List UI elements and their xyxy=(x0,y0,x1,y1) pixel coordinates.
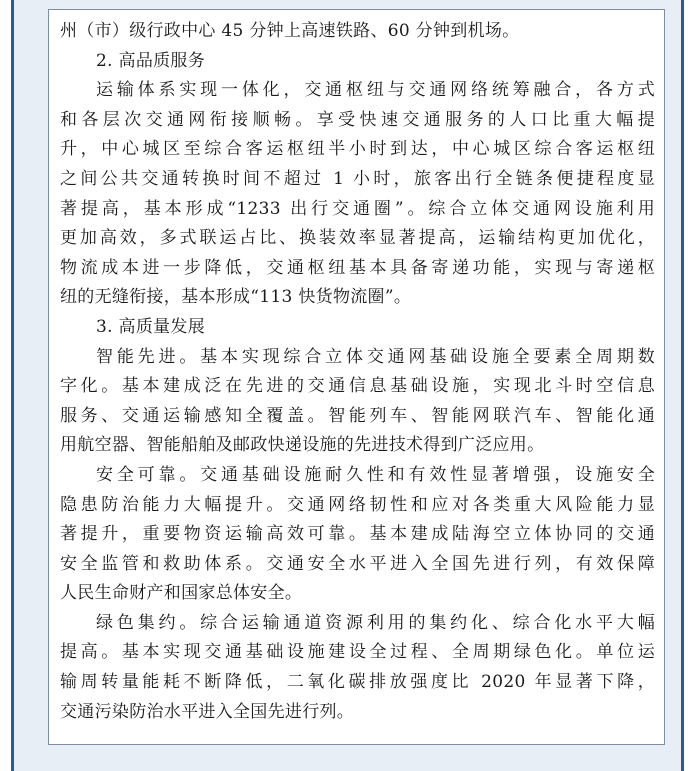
section-heading-high-quality-development: 3. 高质量发展 xyxy=(96,316,206,337)
text-line: 绿色集约。综合运输通道资源利用的集约化、综合化水平大幅 xyxy=(96,612,655,633)
text-line: 输周转量能耗不断降低，二氧化碳排放强度比 2020 年显著下降， xyxy=(60,672,655,693)
page-frame xyxy=(11,0,684,771)
text-line: 安全监管和救助体系。交通安全水平进入全国先进行列，有效保障 xyxy=(60,553,655,574)
text-line: 和各层次交通网衔接顺畅。享受快速交通服务的人口比重大幅提 xyxy=(60,109,655,130)
text-line: 州（市）级行政中心 45 分钟上高速铁路、60 分钟到机场。 xyxy=(60,21,520,41)
text-line: 著提高，基本形成“1233 出行交通圈”。综合立体交通网设施利用 xyxy=(60,198,655,219)
text-line: 纽的无缝衔接，基本形成“113 快货物流圈”。 xyxy=(60,287,412,308)
text-line: 人民生命财产和国家总体安全。 xyxy=(60,583,303,604)
text-line: 提高。基本实现交通基础设施建设全过程、全周期绿色化。单位运 xyxy=(60,642,655,663)
text-line: 著提升，重要物资运输高效可靠。基本建成陆海空立体协同的交通 xyxy=(60,524,655,545)
text-line: 安全可靠。交通基础设施耐久性和有效性显著增强，设施安全 xyxy=(96,464,655,485)
text-line: 之间公共交通转换时间不超过 1 小时，旅客出行全链条便捷程度显 xyxy=(60,168,655,189)
text-line: 升，中心城区至综合客运枢纽半小时到达，中心城区综合客运枢纽 xyxy=(60,139,655,160)
text-line: 隐患防治能力大幅提升。交通网络韧性和应对各类重大风险能力显 xyxy=(60,494,655,515)
text-line: 用航空器、智能船舶及邮政快递设施的先进技术得到广泛应用。 xyxy=(60,435,545,456)
text-line: 运输体系实现一体化，交通枢纽与交通网络统筹融合，各方式 xyxy=(96,80,655,101)
text-line: 交通污染防治水平进入全国先进行列。 xyxy=(60,701,355,722)
section-heading-high-quality-service: 2. 高品质服务 xyxy=(96,50,206,71)
document-text-box xyxy=(48,9,665,745)
text-line: 智能先进。基本实现综合立体交通网基础设施全要素全周期数 xyxy=(96,346,655,367)
text-line: 服务、交通运输感知全覆盖。智能列车、智能网联汽车、智能化通 xyxy=(60,405,655,426)
text-line: 字化。基本建成泛在先进的交通信息基础设施，实现北斗时空信息 xyxy=(60,376,655,397)
text-line: 更加高效，多式联运占比、换装效率显著提高，运输结构更加优化， xyxy=(60,228,655,249)
text-line: 物流成本进一步降低，交通枢纽基本具备寄递功能，实现与寄递枢 xyxy=(60,257,655,278)
